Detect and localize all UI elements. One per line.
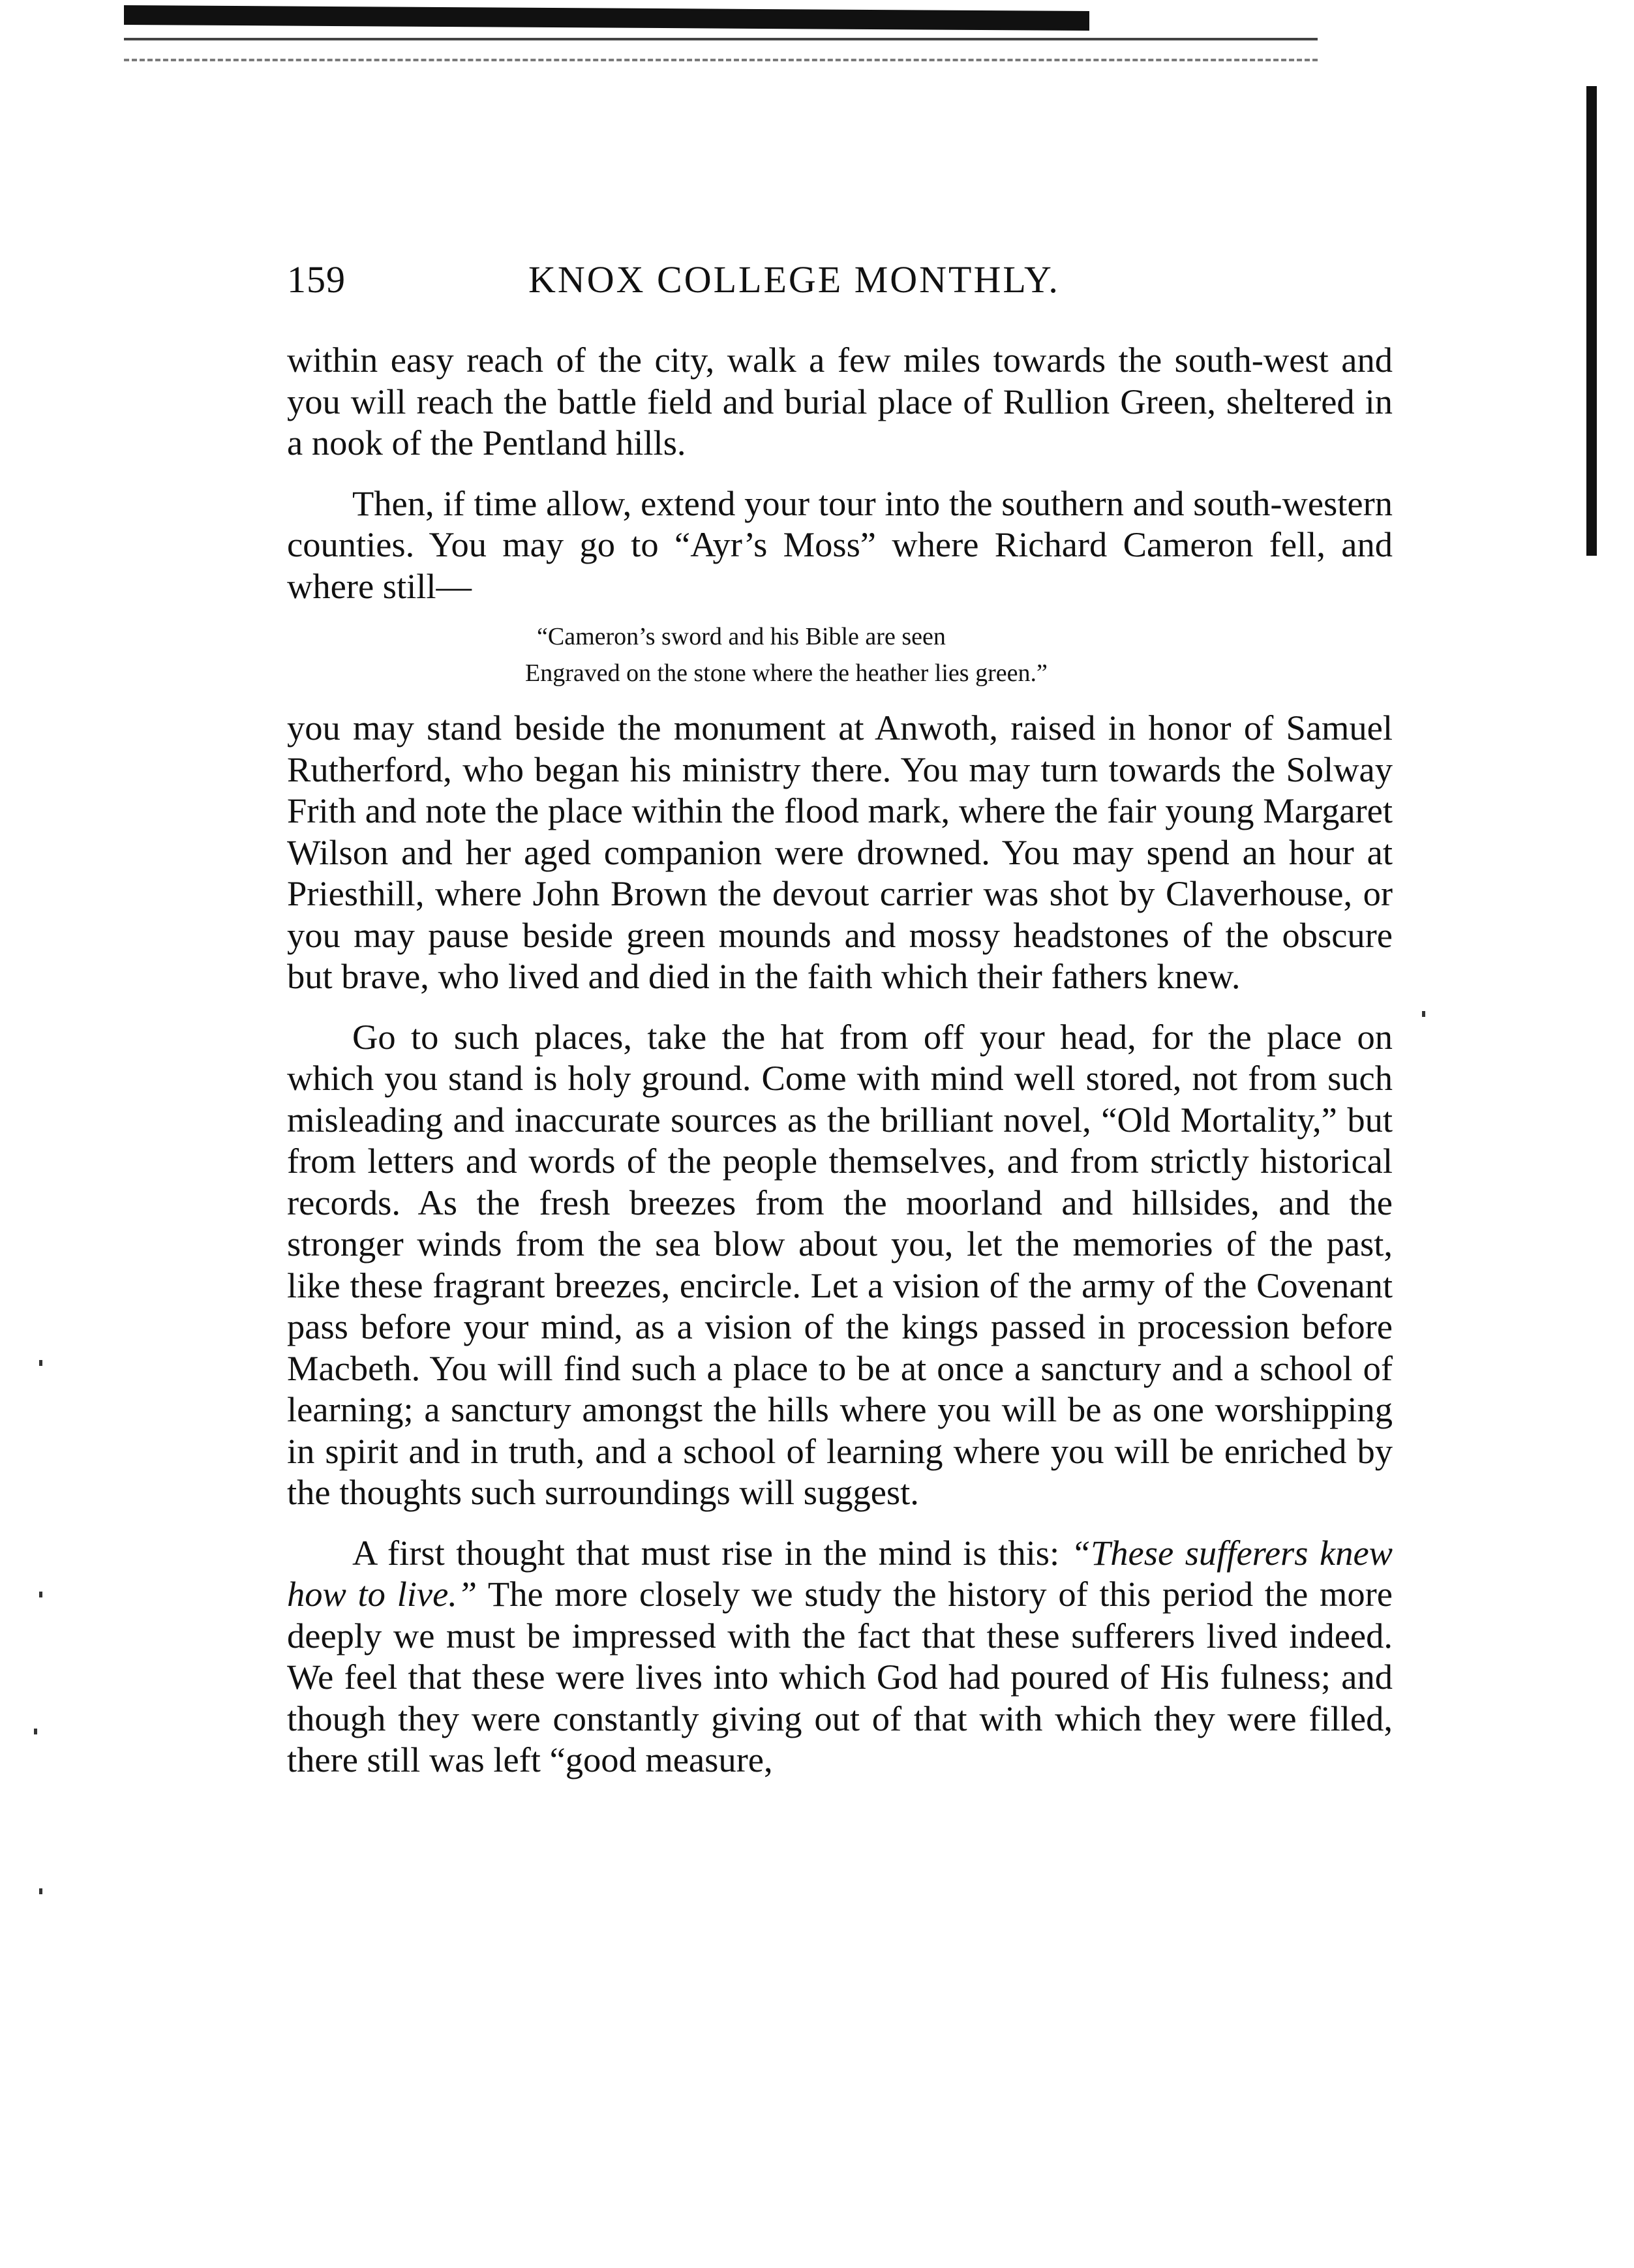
margin-speck — [39, 1592, 42, 1597]
paragraph-rullion-green: within easy reach of the city, walk a few miles towards the south-west and you will reach the battle field and burial place of Rullion Green, sheltered in a nook of the Pentland hills. — [287, 340, 1393, 462]
margin-speck — [39, 1360, 42, 1366]
paragraph-anwoth: you may stand beside the monument at Anwoth, raised in honor of Samuel Rutherford, who began his ministry there. You may turn towards the Solway Frith and note the place within the flood mark, where the fair young Margaret Wilson and her aged companion were drowned. You may spend an hour at Priesthill, where John Brown the devout carrier was shot by Claverhouse, or you may pause beside green mounds and mossy headstones of the obscure but brave, who lived and died in the faith which their fathers knew. — [287, 708, 1393, 996]
top-border-rule — [124, 5, 1089, 31]
verse-line: “Cameron’s sword and his Bible are seen — [537, 623, 946, 650]
first-thought-intro: A first thought that must rise in the mind is this: — [352, 1532, 1071, 1573]
paragraph-holy-ground: Go to such places, take the hat from off your head, for the place on which you stand is holy ground. Come with mind well stored, not from such misleading and inaccurate sources as the brilliant novel, “Old Mortality,” but from letters and words of the people themselves, and from strictly historical records. As the fresh breezes from the moorland and hillsides, and the stronger winds from the sea blow about you, let the memories of the past, like these fragrant breezes, encircle. Let a vision of the army of the Covenant pass before your mind, as a vision of the kings passed in procession before Macbeth. You will find such a place to be at once a sanctury and a school of learning; a sanctury amongst the hills where you will be as one worshipping in spirit and in truth, and a school of learning where you will be enriched by the thoughts such surroundings will suggest. — [287, 1016, 1393, 1512]
running-header — [287, 258, 1396, 310]
italic-quotation: “These sufferers knew how to live.” — [287, 1532, 1393, 1614]
margin-speck — [1422, 1011, 1425, 1017]
verse-line: Engraved on the stone where the heather lies green.” — [525, 659, 1048, 687]
top-dashed-rule — [124, 59, 1318, 61]
page-number: 159 — [287, 258, 346, 301]
paragraph-ayrs-moss: Then, if time allow, extend your tour into the southern and south-western counties. You may go to “Ayr’s Moss” where Richard Cameron fell, and where still— — [287, 483, 1393, 606]
verse-quotation — [287, 618, 1393, 691]
journal-title: KNOX COLLEGE MONTHLY. — [528, 258, 1060, 301]
paragraph-first-thought — [287, 1532, 1393, 1781]
article-body — [287, 339, 1393, 1781]
first-thought-body: The more closely we study the history of this period the more deeply we must be impressed with the fact that these sufferers lived indeed. We feel that these were lives into which God had poured of His fulness; and though they were constantly giving out of that with which they were filled, there still was left “good measure, — [287, 1574, 1393, 1779]
page-edge-mark — [1586, 86, 1597, 556]
margin-speck — [39, 1888, 42, 1894]
margin-speck — [34, 1729, 37, 1734]
top-thin-rule — [124, 38, 1318, 40]
